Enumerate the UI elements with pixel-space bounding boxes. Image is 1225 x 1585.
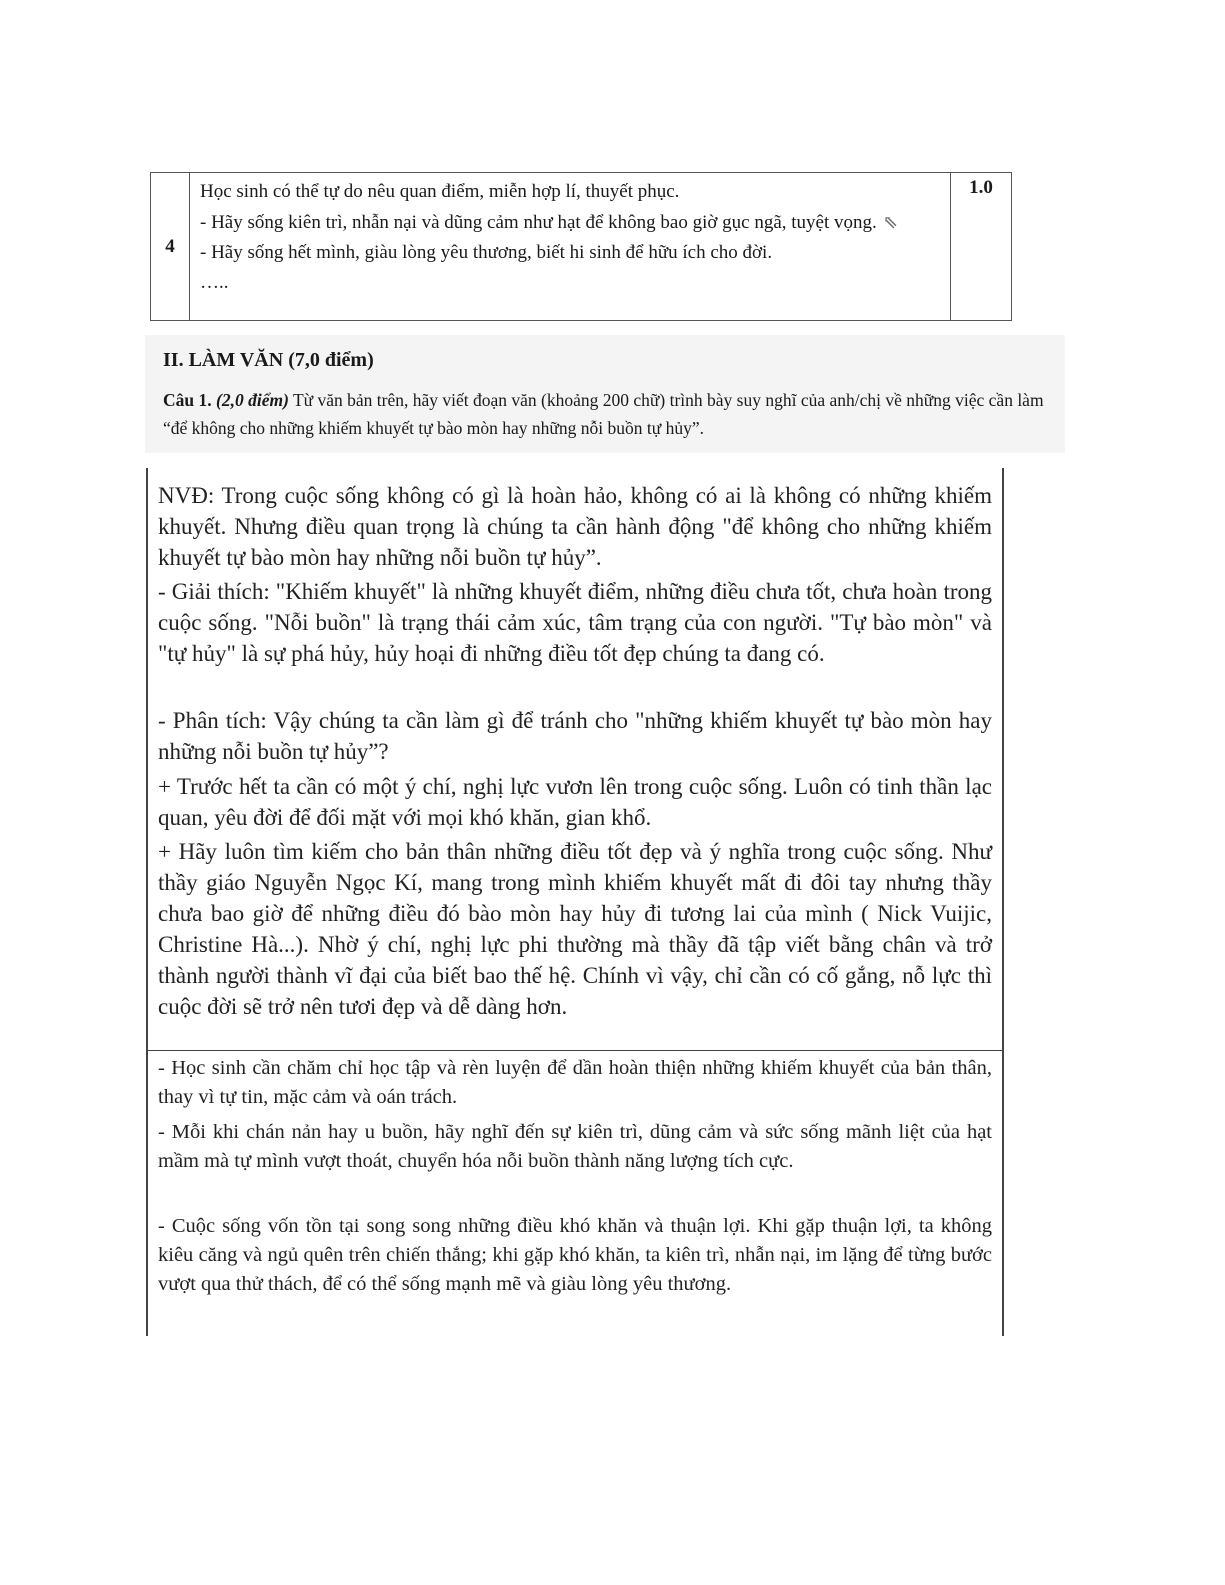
answer-paragraph: NVĐ: Trong cuộc sống không có gì là hoàn hảo, không có ai là không có những khiếm khuyết. Nhưng điều quan trọng là chúng ta cần hành động "để không cho những khiếm khuyết tự bào mòn hay những nỗi buồn tự hủy”.	[158, 483, 992, 570]
answer-paragraph: - Phân tích: Vậy chúng ta cần làm gì để tránh cho "những khiếm khuyết tự bào mòn hay những nỗi buồn tự hủy”?	[158, 708, 992, 764]
essay-section-header	[145, 335, 1065, 453]
table-row	[151, 173, 1012, 321]
criteria-line: - Hãy sống kiên trì, nhẫn nại và dũng cảm như hạt để không bao giờ gục ngã, tuyệt vọng. ⇖	[200, 212, 898, 233]
answer-paragraph: - Học sinh cần chăm chỉ học tập và rèn luyện để dần hoàn thiện những khiếm khuyết của bản thân, thay vì tự tin, mặc cảm và oán trách.	[158, 1057, 992, 1108]
row-number: 4	[151, 173, 190, 321]
question-text: Từ văn bản trên, hãy viết đoạn văn (khoảng 200 chữ) trình bày suy nghĩ của anh/chị về những việc cần làm “để không cho những khiếm khuyết tự bào mòn hay những nỗi buồn tự hủy”.	[163, 390, 1044, 438]
answer-box	[146, 468, 1004, 1336]
question-points: (2,0 điểm)	[216, 390, 289, 410]
criteria-cell	[190, 173, 951, 321]
question-label: Câu 1.	[163, 390, 212, 410]
criteria-line: - Hãy sống hết mình, giàu lòng yêu thương, biết hi sinh để hữu ích cho đời.	[200, 242, 773, 263]
score-cell: 1.0	[951, 173, 1012, 321]
answer-paragraph: + Trước hết ta cần có một ý chí, nghị lực vươn lên trong cuộc sống. Luôn có tinh thần lạc quan, yêu đời để đối mặt với mọi khó khăn, gian khổ.	[158, 774, 992, 830]
answer-paragraph: - Cuộc sống vốn tồn tại song song những điều khó khăn và thuận lợi. Khi gặp thuận lợi, ta không kiêu căng và ngủ quên trên chiến thắng; khi gặp khó khăn, ta kiên trì, nhẫn nại, im lặng để từng bước vượt qua thử thách, để có thể sống mạnh mẽ và giàu lòng yêu thương.	[158, 1215, 992, 1295]
section-title: II. LÀM VĂN (7,0 điểm)	[163, 349, 374, 371]
answer-paragraph: - Giải thích: "Khiếm khuyết" là những khuyết điểm, những điều chưa tốt, chưa hoàn trong cuộc sống. "Nỗi buồn" là trạng thái cảm xúc, tâm trạng của con người. "Tự bào mòn" và "tự hủy" là sự phá hủy, hủy hoại đi những điều tốt đẹp chúng ta đang có.	[158, 579, 992, 666]
criteria-line: …..	[200, 272, 229, 293]
answer-paragraph: + Hãy luôn tìm kiếm cho bản thân những điều tốt đẹp và ý nghĩa trong cuộc sống. Như thầy giáo Nguyễn Ngọc Kí, mang trong mình khiếm khuyết mất đi đôi tay nhưng thầy chưa bao giờ để những điều đó bào mòn hay hủy đi tương lai của mình ( Nick Vuijic, Christine Hà...). Nhờ ý chí, nghị lực phi thường mà thầy đã tập viết bằng chân và trở thành người thành vĩ đại của biết bao thế hệ. Chính vì vậy, chỉ cần có cố gắng, nỗ lực thì cuộc đời sẽ trở nên tươi đẹp và dễ dàng hơn.	[158, 839, 992, 1019]
mouse-cursor-icon: ⇖	[882, 212, 898, 232]
divider	[148, 1050, 1002, 1051]
question-prompt	[163, 386, 1053, 442]
scoring-table	[150, 172, 1012, 321]
criteria-line: Học sinh có thể tự do nêu quan điểm, miễn hợp lí, thuyết phục.	[200, 181, 680, 202]
answer-paragraph: - Mỗi khi chán nản hay u buồn, hãy nghĩ đến sự kiên trì, dũng cảm và sức sống mãnh liệt của hạt mầm mà tự mình vượt thoát, chuyển hóa nỗi buồn thành năng lượng tích cực.	[158, 1121, 992, 1172]
